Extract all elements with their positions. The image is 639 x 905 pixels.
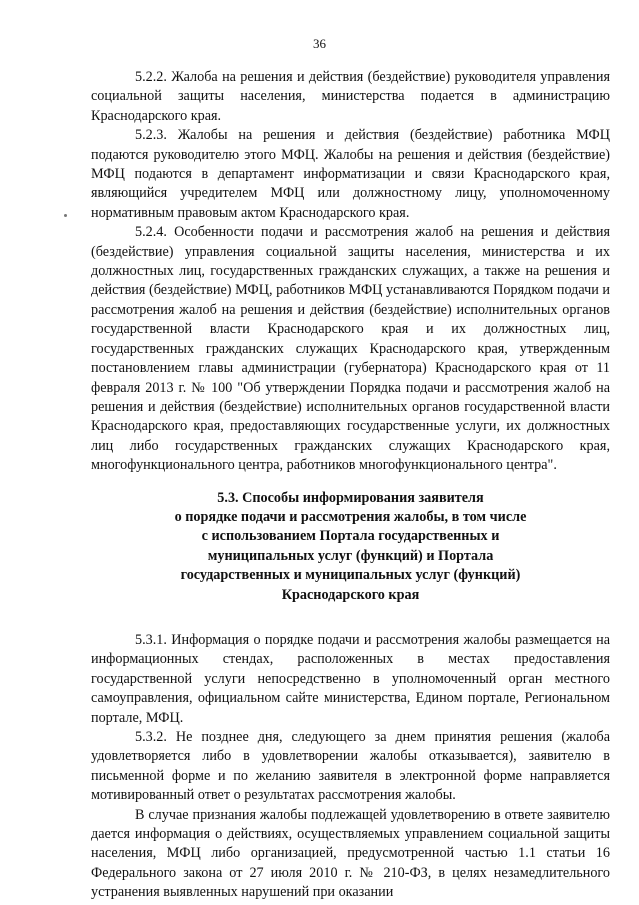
section-heading-5-3 <box>91 489 610 605</box>
document-body <box>91 68 610 903</box>
heading-line: 5.3. Способы информирования заявителя <box>217 489 484 506</box>
heading-line: Краснодарского края <box>281 586 420 603</box>
paragraph-5-3-2: 5.3.2. Не позднее дня, следующего за днем принятия решения (жалоба удовлетворяется либо в удовлетворении жалобы отказывается), заявителю в письменной форме и по желанию заявителя в электронной форме направляется мотивированный ответ о результатах рассмотрения жалобы. <box>91 729 610 804</box>
heading-line: о порядке подачи и рассмотрения жалобы, в том числе <box>174 508 527 525</box>
paragraph-5-2-3: 5.2.3. Жалобы на решения и действия (бездействие) работника МФЦ подаются руководителю этого МФЦ. Жалобы на решения и действия (бездействие) МФЦ подаются в департамент информатизации и связи Краснодарского края, являющийся учредителем МФЦ или должностному лицу, уполномоченному нормативным правовым актом Краснодарского края. <box>91 127 610 221</box>
paragraph-5-2-4: 5.2.4. Особенности подачи и рассмотрения жалоб на решения и действия (бездействие) управления социальной защиты населения, министерства и их должностных лиц, государственных гражданских служащих, а также на решения и действия (бездействие) МФЦ, работников МФЦ устанавливаются Порядком подачи и рассмотрения жалоб на решения и действия (бездействие) исполнительных органов государственной власти Краснодарского края и их должностных лиц, государственных гражданских служащих Краснодарского края, утвержденным постановлением главы администрации (губернатора) Краснодарского края от 11 февраля 2013 г. № 100 "Об утверждении Порядка подачи и рассмотрения жалоб на решения и действия (бездействие) исполнительных органов государственной власти Краснодарского края, предоставляющих государственные услуги, их должностных лиц либо государственных гражданских служащих Краснодарского края, многофункционального центра, работников многофункционального центра". <box>91 224 610 474</box>
paragraph-satisfaction: В случае признания жалобы подлежащей удовлетворению в ответе заявителю дается информация о действиях, осуществляемых управлением социальной защиты населения, МФЦ либо организацией, предусмотренной частью 1.1 статьи 16 Федерального закона от 27 июля 2010 г. № 210-ФЗ, в целях незамедлительного устранения выявленных нарушений при оказании <box>91 806 610 901</box>
scan-speck <box>64 214 67 217</box>
heading-line: с использованием Портала государственных и <box>201 528 500 545</box>
heading-line: государственных и муниципальных услуг (функций) <box>180 567 521 584</box>
paragraph-5-2-2: 5.2.2. Жалоба на решения и действия (бездействие) руководителя управления социальной защиты населения, министерства подается в администрацию Краснодарского края. <box>91 69 610 124</box>
paragraph-5-3-1: 5.3.1. Информация о порядке подачи и рассмотрения жалобы размещается на информационных стендах, расположенных в местах предоставления государственной услуги непосредственно в уполномоченный орган местного самоуправления, официальном сайте министерства, Едином портале, Региональном портале, МФЦ. <box>91 631 610 726</box>
heading-line: муниципальных услуг (функций) и Портала <box>207 547 494 564</box>
page-number: 36 <box>313 36 326 51</box>
